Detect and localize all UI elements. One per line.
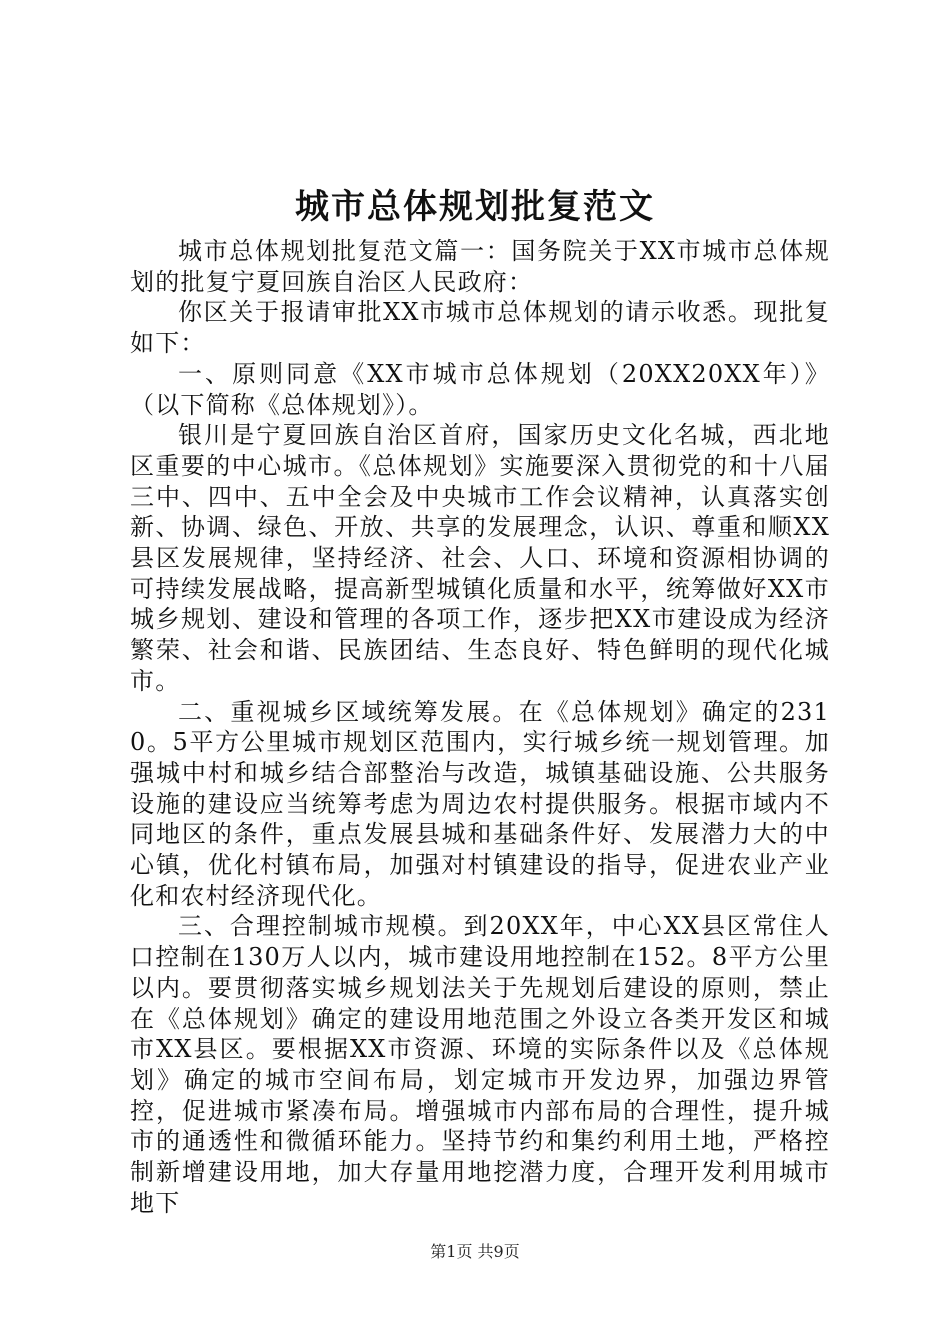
- paragraph: 三、合理控制城市规模。到20XX年，中心XX县区常住人口控制在130万人以内，城市建设用地控制在152。8平方公里以内。要贯彻落实城乡规划法关于先规划后建设的原则，禁止在《总体规划》确定的建设用地范围之外设立各类开发区和城市XX县区。要根据XX市资源、环境的实际条件以及《总体规划》确定的城市空间布局，划定城市开发边界，加强边界管控，促进城市紧凑布局。增强城市内部布局的合理性，提升城市的通透性和微循环能力。坚持节约和集约利用土地，严格控制新增建设用地，加大存量用地挖潜力度，合理开发利用城市地下: [130, 912, 830, 1217]
- document-title: 城市总体规划批复范文: [295, 187, 655, 227]
- paragraph: 二、重视城乡区域统筹发展。在《总体规划》确定的2310。5平方公里城市规划区范围内，实行城乡统一规划管理。加强城中村和城乡结合部整治与改造，城镇基础设施、公共服务设施的建设应当统筹考虑为周边农村提供服务。根据市域内不同地区的条件，重点发展县城和基础条件好、发展潜力大的中心镇，优化村镇布局，加强对村镇建设的指导，促进农业产业化和农村经济现代化。: [130, 697, 830, 910]
- paragraph: 银川是宁夏回族自治区首府，国家历史文化名城，西北地区重要的中心城市。《总体规划》实施要深入贯彻党的和十八届三中、四中、五中全会及中央城市工作会议精神，认真落实创新、协调、绿色、开放、共享的发展理念，认识、尊重和顺XX县区发展规律，坚持经济、社会、人口、环境和资源相协调的可持续发展战略，提高新型城镇化质量和水平，统筹做好XX市城乡规划、建设和管理的各项工作，逐步把XX市建设成为经济繁荣、社会和谐、民族团结、生态良好、特色鲜明的现代化城市。: [130, 421, 830, 695]
- paragraph: 一、原则同意《XX市城市总体规划（20XX20XX年）》（以下简称《总体规划》）。: [130, 359, 830, 419]
- page-footer: 第1页 共9页: [430, 1242, 520, 1261]
- paragraph: 你区关于报请审批XX市城市总体规划的请示收悉。现批复如下：: [130, 298, 830, 358]
- document-body: [130, 236, 830, 1219]
- paragraph: 城市总体规划批复范文篇一：国务院关于XX市城市总体规划的批复宁夏回族自治区人民政府：: [130, 237, 830, 296]
